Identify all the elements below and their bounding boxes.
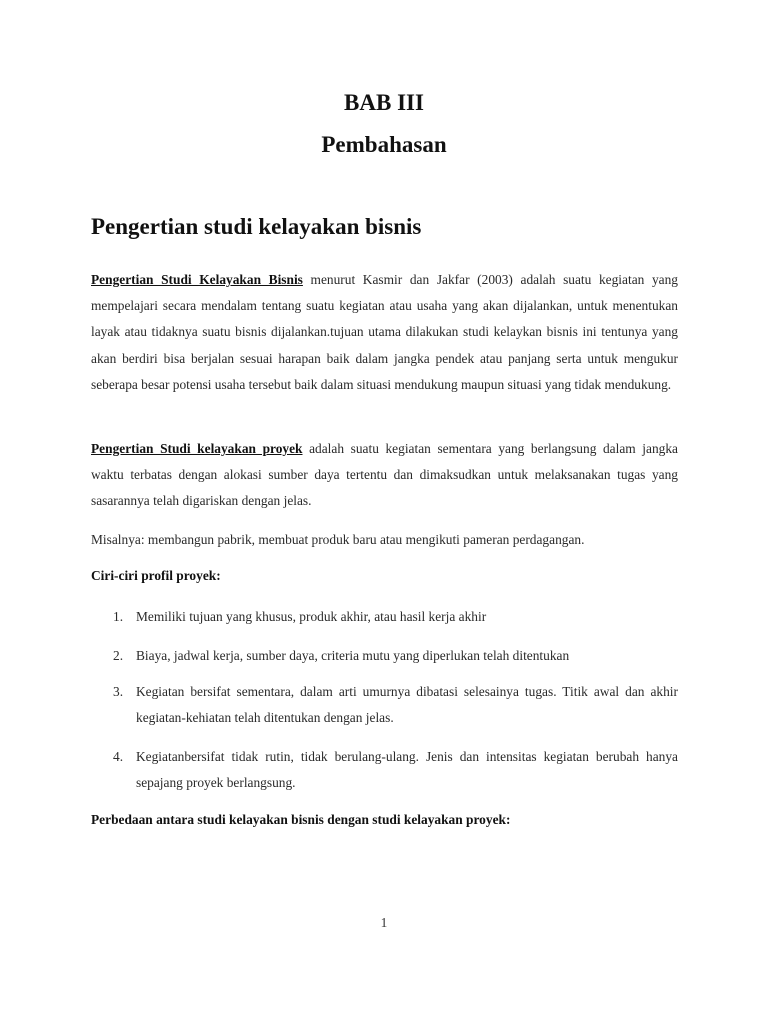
list-number: 3. xyxy=(113,684,124,699)
ciri-list-item xyxy=(91,744,678,796)
list-number: 2. xyxy=(113,648,124,663)
list-text: Kegiatan bersifat sementara, dalam arti umurnya dibatasi selesainya tugas. Titik awal dan akhir kegiatan-kehiatan telah ditentukan dengan jelas. xyxy=(136,684,678,726)
page-number: 1 xyxy=(380,915,388,930)
section-heading: Pengertian studi kelayakan bisnis xyxy=(91,214,422,239)
ciri-ciri-heading: Ciri-ciri profil proyek: xyxy=(91,568,221,583)
term-studi-kelayakan-bisnis: Pengertian Studi Kelayakan Bisnis xyxy=(91,272,303,287)
list-text: Memiliki tujuan yang khusus, produk akhir, atau hasil kerja akhir xyxy=(136,609,487,624)
paragraph-misalnya: Misalnya: membangun pabrik, membuat produk baru atau mengikuti pameran perdagangan. xyxy=(91,532,585,547)
chapter-title: Pembahasan xyxy=(321,132,447,157)
list-number: 1. xyxy=(113,609,124,624)
ciri-list-item xyxy=(91,643,678,669)
ciri-list-item xyxy=(91,604,678,630)
paragraph-text: menurut Kasmir dan Jakfar (2003) adalah suatu kegiatan yang mempelajari secara mendalam tentang suatu kegiatan atau usaha yang akan dijalankan, untuk menentukan layak atau tidaknya suatu bisnis dijalankan.tujuan utama dilakukan studi kelaykan bisnis ini tentunya yang akan berdiri bisa berjalan sesuai harapan baik dalam jangka pendek atau panjang serta untuk mengukur seberapa besar potensi usaha tersebut baik dalam situasi mendukung maupun situasi yang tidak mendukung. xyxy=(91,272,678,392)
list-text: Kegiatanbersifat tidak rutin, tidak berulang-ulang. Jenis dan intensitas kegiatan berubah hanya sepajang proyek berlangsung. xyxy=(136,749,678,791)
chapter-label: BAB III xyxy=(344,90,424,115)
list-number: 4. xyxy=(113,749,124,764)
list-text: Biaya, jadwal kerja, sumber daya, criteria mutu yang diperlukan telah ditentukan xyxy=(136,648,570,663)
paragraph-studi-kelayakan-bisnis xyxy=(91,267,678,398)
term-studi-kelayakan-proyek: Pengertian Studi kelayakan proyek xyxy=(91,441,303,456)
ciri-list-item xyxy=(91,679,678,731)
paragraph-studi-kelayakan-proyek xyxy=(91,436,678,515)
perbedaan-heading: Perbedaan antara studi kelayakan bisnis dengan studi kelayakan proyek: xyxy=(91,812,511,827)
paragraph-text: adalah suatu kegiatan sementara yang berlangsung dalam jangka waktu terbatas dengan alokasi sumber daya tertentu dan dimaksudkan untuk melaksanakan tugas yang sasarannya telah digariskan dengan jelas. xyxy=(91,441,678,509)
